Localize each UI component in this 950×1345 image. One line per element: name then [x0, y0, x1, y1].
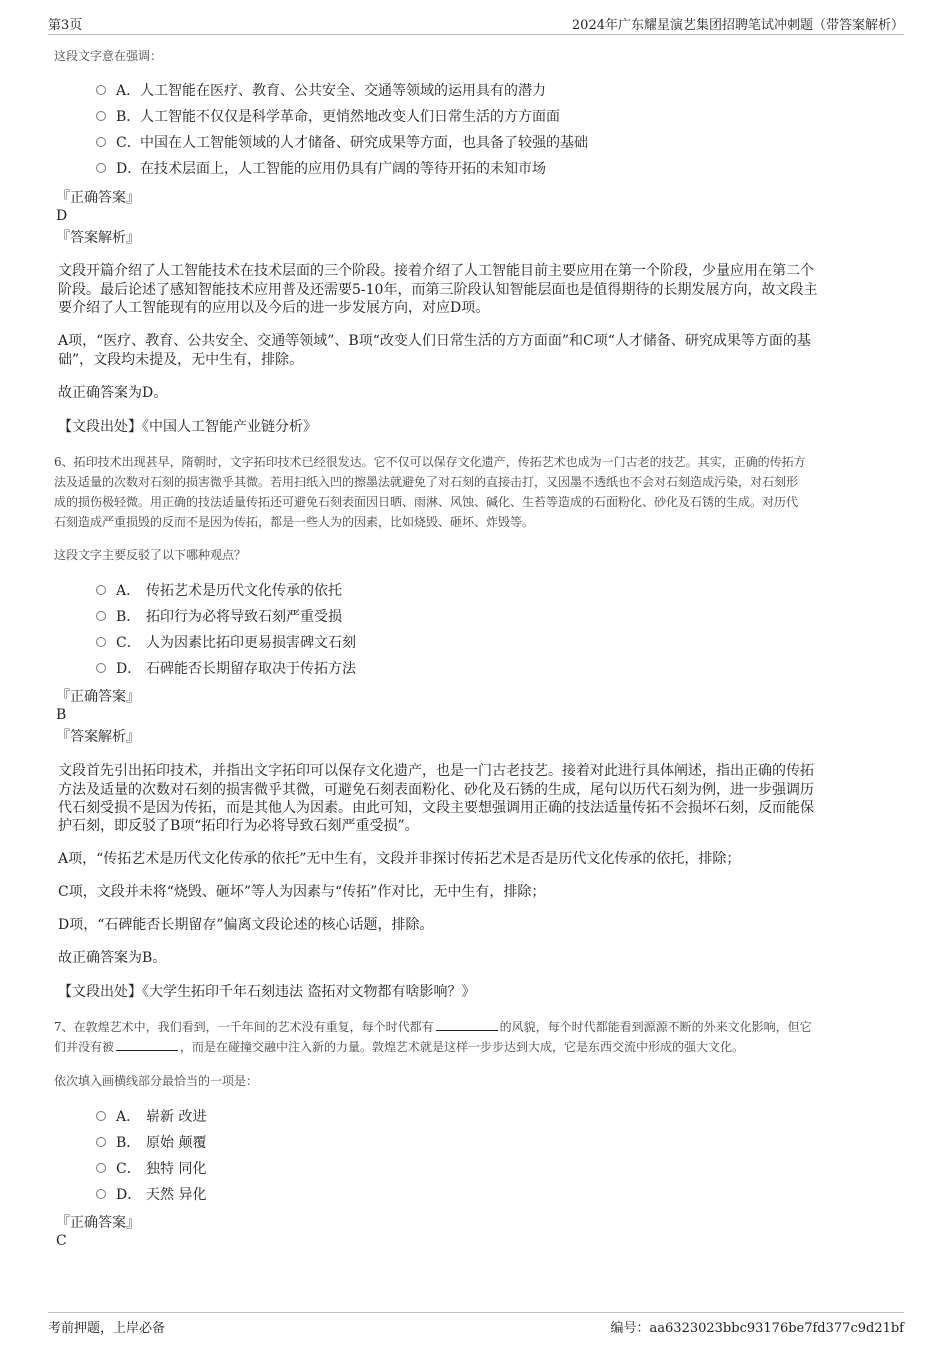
q7-option-d[interactable]: D． 天然 异化 — [96, 1184, 206, 1206]
q6-source: 【文段出处】《大学生拓印千年石刻违法 盗拓对文物都有啥影响？》 — [58, 984, 476, 1000]
q6-option-c[interactable]: C． 人为因素比拓印更易损害碑文石刻 — [96, 632, 356, 654]
q5-analysis-line: 要介绍了人工智能现有的应用以及今后的进一步发展方向，对应D项。 — [58, 300, 490, 316]
q7-passage-line-2: 们并没有被 ，而是在碰撞交融中注入新的力量。敦煌艺术就是这样一步步达到大成，它是东西交流中形成的强大文化。 — [54, 1040, 745, 1054]
q5-stem: 这段文字意在强调： — [54, 49, 163, 63]
page-footer — [48, 1312, 904, 1339]
q5-analysis-line: 阶段。最后论述了感知智能技术应用普及还需要5-10年，而第三阶段认知智能层面也是值得期待的长期发展方向，故文段主 — [58, 282, 818, 298]
footer-slogan: 考前押题，上岸必备 — [48, 1321, 166, 1336]
q5-conclusion: 故正确答案为D。 — [58, 385, 168, 401]
radio-icon[interactable] — [96, 1137, 106, 1147]
q6-passage-line: 成的损伤极轻微。用正确的技法适量传拓还可避免石刻表面因日晒、雨淋、风蚀、碱化、生苔等造成的石面粉化、砂化及石锈的生成。对历代 — [54, 495, 799, 509]
q6-analysis-label: 『答案解析』 — [56, 729, 140, 745]
q6-analysis-line: 方法及适量的次数对石刻的损害微乎其微，可避免石刻表面粉化、砂化及石锈的生成，尾句以历代石刻为例，进一步强调历 — [58, 782, 814, 798]
radio-icon[interactable] — [96, 1163, 106, 1173]
q6-analysis-line: A项，“传拓艺术是历代文化传承的依托”无中生有，文段并非探讨传拓艺术是否是历代文化传承的依托，排除； — [58, 851, 741, 867]
q5-analysis-line: A项，“医疗、教育、公共安全、交通等领域”、B项“改变人们日常生活的方方面面”和C项“人才储备、研究成果等方面的基 — [58, 333, 811, 349]
q6-passage-line: 6、拓印技术出现甚早，隋朝时，文字拓印技术已经很发达。它不仅可以保存文化遗产，传拓艺术也成为一门古老的技艺。其实，正确的传拓方 — [54, 455, 806, 469]
radio-icon[interactable] — [96, 1111, 106, 1121]
radio-icon[interactable] — [96, 85, 106, 95]
fill-blank-1 — [436, 1018, 498, 1031]
q6-option-a[interactable]: A． 传拓艺术是历代文化传承的依托 — [96, 580, 342, 602]
q7-answer-label: 『正确答案』 — [56, 1215, 140, 1231]
q7-stem: 依次填入画横线部分最恰当的一项是： — [54, 1074, 259, 1088]
q6-analysis-line: 代石刻受损不是因为传拓，而是其他人为因素。由此可知，文段主要想强调用正确的技法适量传拓不会损坏石刻，反而能保 — [58, 800, 814, 816]
q6-stem: 这段文字主要反驳了以下哪种观点？ — [54, 548, 247, 562]
q7-answer: C — [56, 1233, 67, 1249]
radio-icon[interactable] — [96, 163, 106, 173]
radio-icon[interactable] — [96, 637, 106, 647]
q7-option-a[interactable]: A． 崭新 改进 — [96, 1106, 206, 1128]
q6-conclusion: 故正确答案为B。 — [58, 950, 167, 966]
q5-option-a[interactable]: A．人工智能在医疗、教育、公共安全、交通等领域的运用具有的潜力 — [96, 80, 546, 102]
q6-option-b[interactable]: B． 拓印行为必将导致石刻严重受损 — [96, 606, 342, 628]
radio-icon[interactable] — [96, 585, 106, 595]
q6-analysis-line: D项，“石碑能否长期留存”偏离文段论述的核心话题，排除。 — [58, 917, 434, 933]
q5-analysis-line: 础”，文段均未提及，无中生有，排除。 — [58, 352, 304, 368]
q7-passage-line-1: 7、在敦煌艺术中，我们看到，一千年间的艺术没有重复，每个时代都有 的风貌，每个时代都能看到源源不断的外来文化影响，但它 — [54, 1020, 812, 1034]
radio-icon[interactable] — [96, 663, 106, 673]
radio-icon[interactable] — [96, 111, 106, 121]
q5-analysis-label: 『答案解析』 — [56, 230, 140, 246]
q6-analysis-line: 文段首先引出拓印技术，并指出文字拓印可以保存文化遗产，也是一门古老技艺。接着对此进行具体阐述，指出正确的传拓 — [58, 763, 814, 779]
q7-option-c[interactable]: C． 独特 同化 — [96, 1158, 206, 1180]
document-title: 2024年广东耀星演艺集团招聘笔试冲刺题（带答案解析） — [571, 18, 904, 33]
q6-answer: B — [56, 707, 67, 723]
footer-doc-id: 编号：aa6323023bbc93176be7fd377c9d21bf — [610, 1321, 904, 1336]
q7-option-b[interactable]: B． 原始 颠覆 — [96, 1132, 206, 1154]
q6-option-d[interactable]: D． 石碑能否长期留存取决于传拓方法 — [96, 658, 356, 680]
q5-analysis-line: 文段开篇介绍了人工智能技术在技术层面的三个阶段。接着介绍了人工智能目前主要应用在第一个阶段，少量应用在第二个 — [58, 263, 814, 279]
q6-analysis-line: 护石刻，即反驳了B项“拓印行为必将导致石刻严重受损”。 — [58, 818, 419, 834]
fill-blank-2 — [116, 1038, 178, 1051]
q6-passage-line: 法及适量的次数对石刻的损害微乎其微。若用扫纸入凹的擦墨法就避免了对石刻的直接击打，又因墨不透纸也不会对石刻造成污染，对石刻形 — [54, 475, 799, 489]
q5-option-b[interactable]: B．人工智能不仅仅是科学革命，更悄然地改变人们日常生活的方方面面 — [96, 106, 560, 128]
q5-answer-label: 『正确答案』 — [56, 190, 140, 206]
radio-icon[interactable] — [96, 611, 106, 621]
q6-passage-line: 石刻造成严重损毁的反而不是因为传拓，都是一些人为的因素，比如烧毁、砸坏、炸毁等。 — [54, 515, 535, 529]
radio-icon[interactable] — [96, 137, 106, 147]
q5-answer: D — [56, 208, 68, 224]
q6-answer-label: 『正确答案』 — [56, 689, 140, 705]
q5-option-d[interactable]: D．在技术层面上，人工智能的应用仍具有广阔的等待开拓的未知市场 — [96, 158, 546, 180]
page-number: 第3页 — [48, 18, 83, 33]
page-header — [48, 12, 904, 35]
q5-source: 【文段出处】《中国人工智能产业链分析》 — [58, 419, 317, 435]
q5-option-c[interactable]: C．中国在人工智能领域的人才储备、研究成果等方面，也具备了较强的基础 — [96, 132, 588, 154]
radio-icon[interactable] — [96, 1189, 106, 1199]
q6-analysis-line: C项，文段并未将“烧毁、砸坏”等人为因素与“传拓”作对比，无中生有，排除； — [58, 884, 546, 900]
